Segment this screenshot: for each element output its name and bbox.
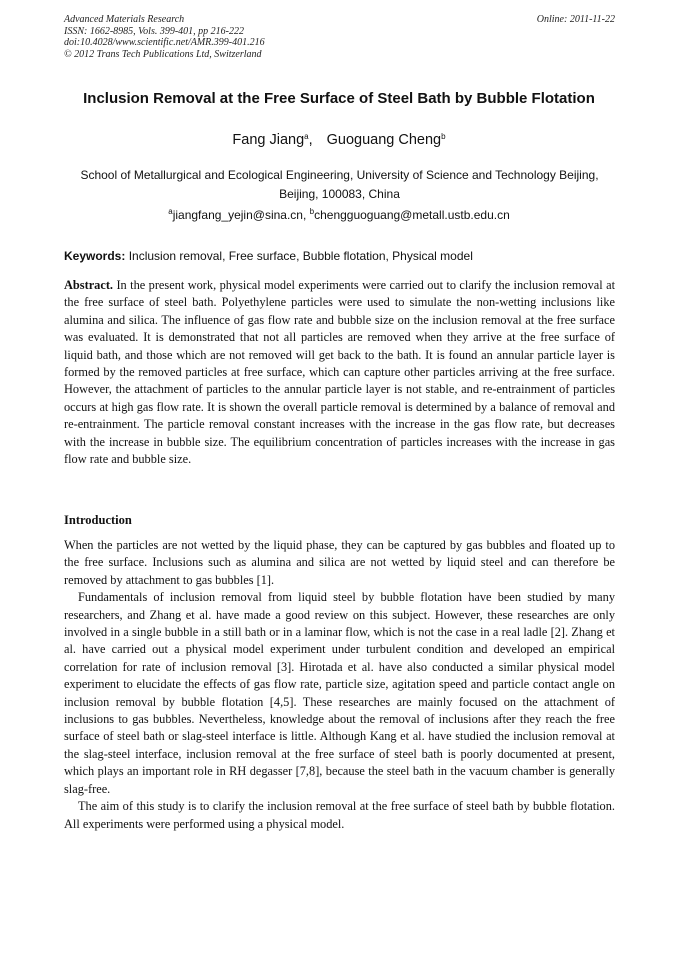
paragraph: When the particles are not wetted by the liquid phase, they can be captured by gas bubbles and floated up to the free surface. Inclusions such as alumina and silica are not wetted by liquid steel and can therefore be removed by attachment to gas bubbles [1]. [64, 538, 615, 587]
author-list [0, 132, 678, 148]
keywords [64, 249, 615, 263]
keywords-text: Inclusion removal, Free surface, Bubble flotation, Physical model [125, 249, 473, 263]
section-heading: Introduction [64, 513, 132, 527]
paragraph: The aim of this study is to clarify the inclusion removal at the free surface of steel bath by bubble flotation. All experiments were performed using a physical model. [64, 799, 615, 831]
affiliation-line: School of Metallurgical and Ecological Engineering, University of Science and Technology Beijing, [80, 168, 599, 182]
author-affiliation-mark: b [441, 132, 446, 141]
issn-line: ISSN: 1662-8985, Vols. 399-401, pp 216-222 [64, 25, 244, 37]
author-name: Guoguang Cheng [326, 132, 442, 148]
copyright-line: © 2012 Trans Tech Publications Ltd, Switzerland [64, 48, 262, 60]
journal-header [64, 14, 615, 60]
paper-title: Inclusion Removal at the Free Surface of Steel Bath by Bubble Flotation [83, 90, 595, 107]
affiliation-line: Beijing, 100083, China [279, 187, 400, 201]
email-address: chengguoguang@metall.ustb.edu.cn [314, 208, 510, 222]
paragraph: Fundamentals of inclusion removal from liquid steel by bubble flotation have been studied by many researchers, and Zhang et al. have made a good review on this subject. However, these researches are only involved in a single bubble in a still bath or in a laminar flow, which is not the case in a real ladle [2]. Zhang et al. have carried out a physical model experiment under turbulent condition and developed an empirical correlation for rate of inclusion removal [3]. Hirotada et al. have also conducted a similar physical model experiment to elucidate the effects of gas flow rate, particle size, agitation speed and particle contact angle on inclusion removal by bubble flotation [4,5]. These researches are mainly focused on the attachment of inclusions to gas bubbles. Nevertheless, knowledge about the removal of inclusions after they reach the free surface of steel bath or slag-steel interface is little. Although Kang et al. have studied the inclusion removal at the slag-steel interface, inclusion removal at the free surface of steel bath is poorly documented at present, which plays an important role in RH degasser [7,8], because the steel bath in the vacuum chamber is generally slag-free. [64, 590, 615, 796]
abstract-label: Abstract. [64, 278, 114, 292]
affiliation [64, 166, 615, 204]
introduction-body [64, 537, 615, 833]
email-separator: , [302, 208, 310, 222]
doi-line: doi:10.4028/www.scientific.net/AMR.399-401.216 [64, 37, 265, 48]
abstract [64, 277, 615, 468]
author-separator: , [308, 132, 313, 148]
email-mark: b [309, 207, 315, 216]
keywords-label: Keywords: [64, 249, 126, 263]
author-name: Fang Jiang [232, 132, 305, 148]
abstract-text: In the present work, physical model experiments were carried out to clarify the inclusion removal at the free surface of steel bath. Polyethylene particles were used to simulate the non-wetting inclusions like alumina and silica. The influence of gas flow rate and bubble size on the inclusion removal at the free surface was evaluated. It is demonstrated that not all particles are removed when they arrive at the free surface of liquid bath, and those which are not removed will get back to the bath. It is found an annular particle layer is formed by the removed particles at free surface, which can capture other particles arriving at the free surface. However, the attachment of particles to the annular particle layer is not stable, and re-entrainment of particles occurs at high gas flow rate. It is shown the overall particle removal is determined by a balance of removal and re-entrainment. The particle removal constant increases with the increase in the gas flow rate, but decreases with the increase in bubble size. The equilibrium concentration of particles increases with the increase in gas flow rate and bubble size. [64, 278, 615, 467]
journal-name: Advanced Materials Research [64, 14, 185, 25]
email-address: jiangfang_yejin@sina.cn [172, 208, 303, 222]
email-mark: a [168, 207, 173, 216]
online-date: Online: 2011-11-22 [536, 14, 615, 25]
author-affiliation-mark: a [304, 132, 309, 141]
email-list [0, 208, 678, 222]
